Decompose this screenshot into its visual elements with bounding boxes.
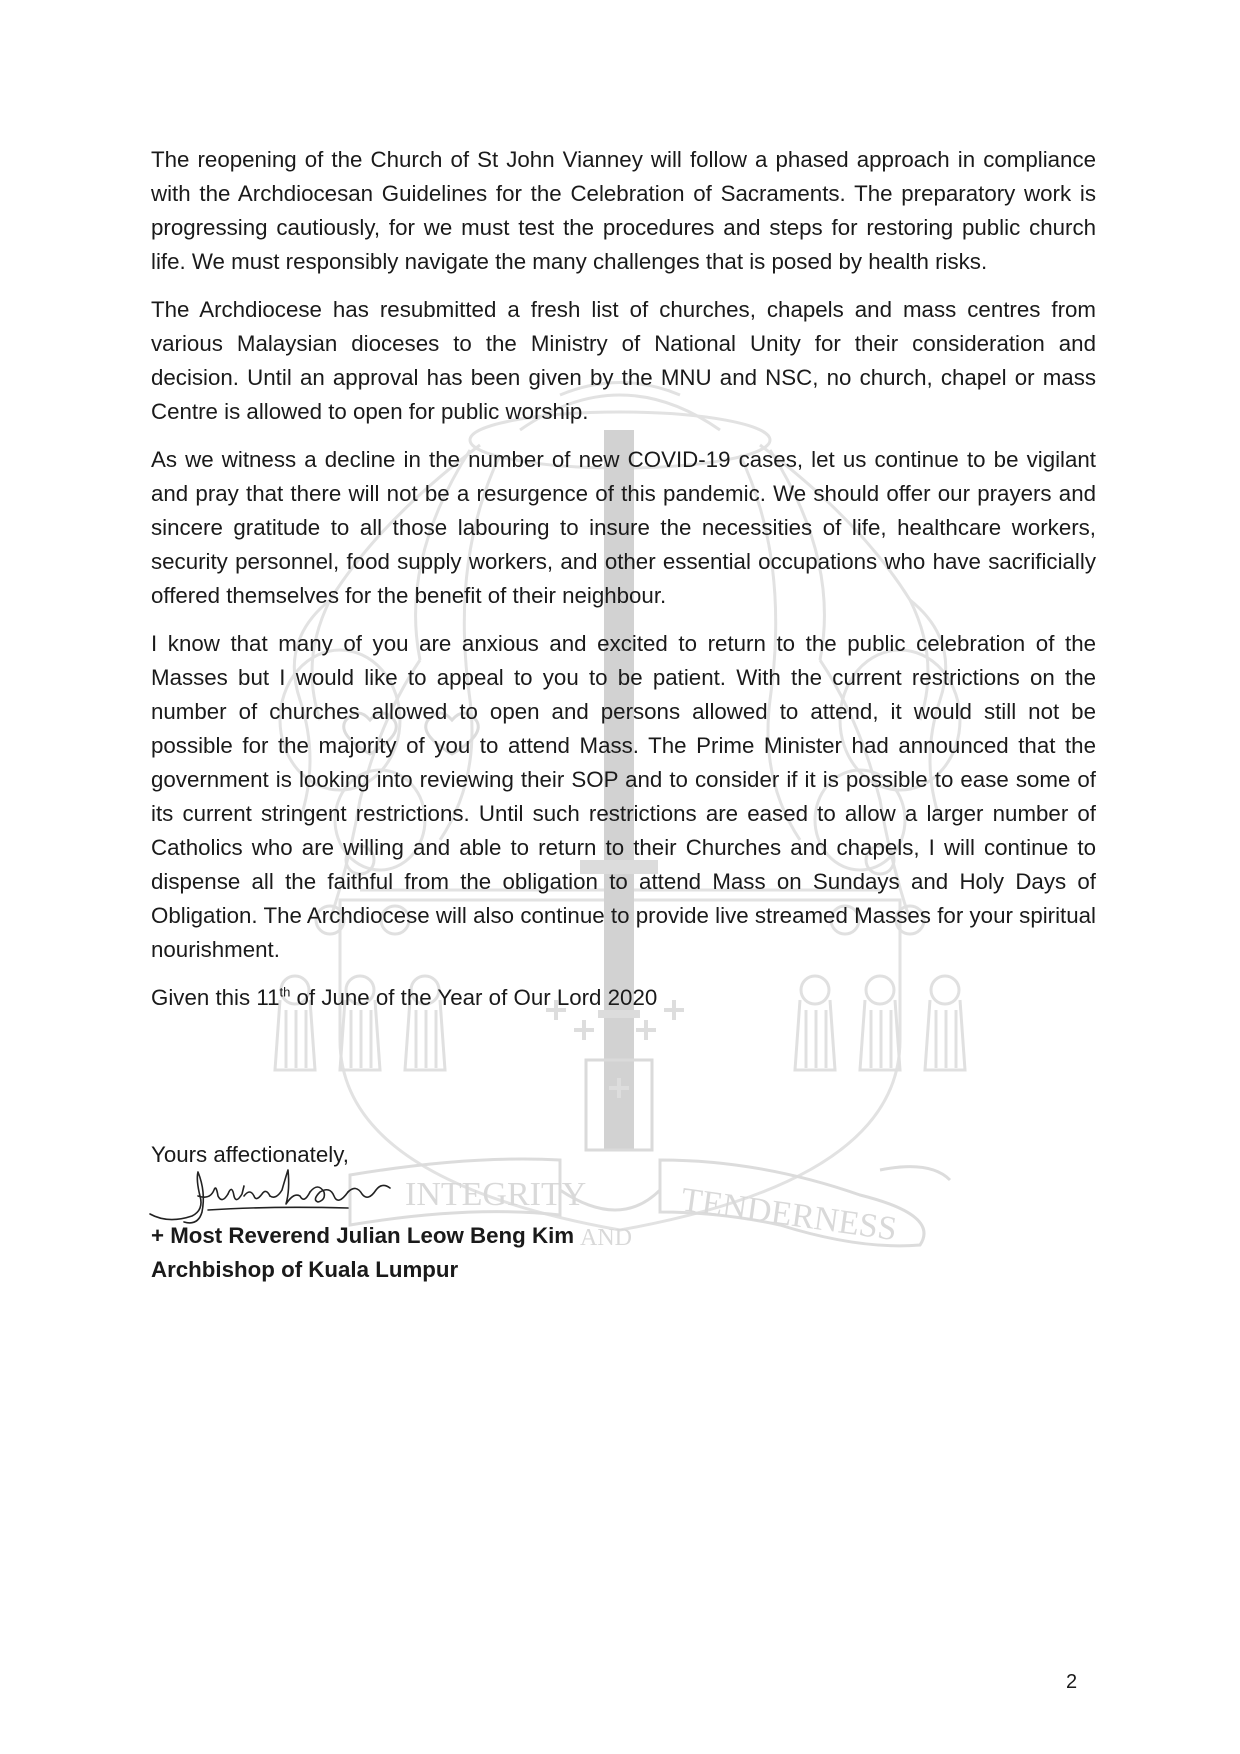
closing-salutation: Yours affectionately, (151, 1142, 349, 1167)
motto-left-text: INTEGRITY (405, 1176, 587, 1213)
paragraph-3: As we witness a decline in the number of new COVID-19 cases, let us continue to be vigilant and pray that there will not be a resurgence of this pandemic. We should offer our prayers and sincere gratitude to all those labouring to insure the necessities of life, healthcare workers, security personnel, food supply workers, and other essential occupations who have sacrificially offered themselves for the benefit of their neighbour. (151, 447, 1096, 608)
date-prefix: Given this 11 (151, 985, 280, 1010)
paragraph-2: The Archdiocese has resubmitted a fresh list of churches, chapels and mass centres from various Malaysian dioceses to the Ministry of National Unity for their consideration and decision. Until an approval has been given by the MNU and NSC, no church, chapel or mass Centre is allowed to open for public worship. (151, 297, 1096, 424)
motto-right-text: TENDERNESS (678, 1181, 900, 1249)
date-suffix: of June of the Year of Our Lord 2020 (290, 985, 658, 1010)
signer-title: Archbishop of Kuala Lumpur (151, 1257, 459, 1282)
date-ordinal: th (279, 984, 291, 1000)
letter-body (151, 143, 1096, 1015)
motto-center-text: AND (580, 1225, 632, 1251)
date-line (151, 981, 1096, 1015)
paragraph-1: The reopening of the Church of St John Vianney will follow a phased approach in compliance with the Archdiocesan Guidelines for the Celebration of Sacraments. The preparatory work is progressing cautiously, for we must test the procedures and steps for restoring public church life. We must responsibly navigate the many challenges that is posed by health risks. (151, 147, 1096, 274)
signer-name: + Most Reverend Julian Leow Beng Kim (151, 1223, 575, 1248)
paragraph-4: I know that many of you are anxious and excited to return to the public celebration of the Masses but I would like to appeal to you to be patient. With the current restrictions on the number of churches allowed to open and persons allowed to attend, it would still not be possible for the majority of you to attend Mass. The Prime Minister had announced that the government is looking into reviewing their SOP and to consider if it is possible to ease some of its current stringent restrictions. Until such restrictions are eased to allow a larger number of Catholics who are willing and able to return to their Churches and chapels, I will continue to dispense all the faithful from the obligation to attend Mass on Sundays and Holy Days of Obligation. The Archdiocese will also continue to provide live streamed Masses for your spiritual nourishment. (151, 631, 1096, 962)
signer-block (151, 1219, 574, 1287)
page-number: 2 (1066, 1671, 1078, 1693)
